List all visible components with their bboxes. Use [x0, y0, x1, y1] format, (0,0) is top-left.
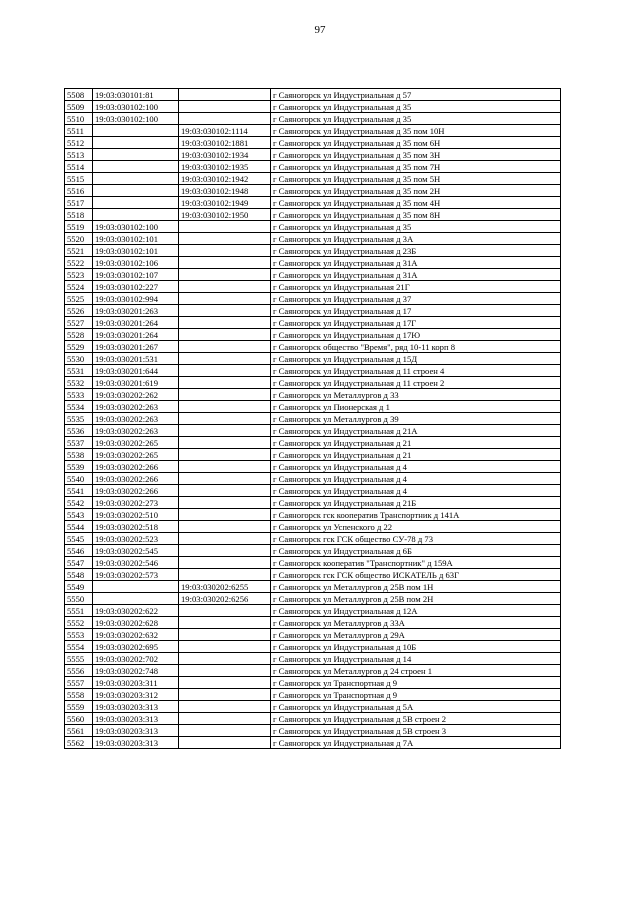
address-cell: г Саяногорск ул Транспортная д 9 — [271, 689, 561, 701]
address-cell: г Саяногорск ул Металлургов д 25В пом 1Н — [271, 581, 561, 593]
address-cell: г Саяногорск ул Индустриальная д 4 — [271, 485, 561, 497]
cadastral-number-cell — [93, 197, 179, 209]
cadastral-number-cell: 19:03:030202:622 — [93, 605, 179, 617]
sub-cadastral-number-cell — [179, 617, 271, 629]
cadastral-number-cell — [93, 137, 179, 149]
row-number-cell: 5545 — [65, 533, 93, 545]
cadastral-number-cell: 19:03:030203:313 — [93, 713, 179, 725]
row-number-cell: 5557 — [65, 677, 93, 689]
cadastral-number-cell: 19:03:030203:313 — [93, 701, 179, 713]
sub-cadastral-number-cell — [179, 473, 271, 485]
cadastral-number-cell — [93, 593, 179, 605]
sub-cadastral-number-cell: 19:03:030102:1935 — [179, 161, 271, 173]
address-cell: г Саяногорск ул Индустриальная д 21 — [271, 437, 561, 449]
table-row — [65, 101, 561, 113]
address-cell: г Саяногорск ул Металлургов д 25В пом 2Н — [271, 593, 561, 605]
address-cell: г Саяногорск ул Индустриальная д 21 — [271, 449, 561, 461]
address-cell: г Саяногорск ул Индустриальная д 35 пом 5Н — [271, 173, 561, 185]
address-cell: г Саяногорск ул Транспортная д 9 — [271, 677, 561, 689]
cadastral-number-cell: 19:03:030202:573 — [93, 569, 179, 581]
row-number-cell: 5535 — [65, 413, 93, 425]
table-row — [65, 389, 561, 401]
row-number-cell: 5533 — [65, 389, 93, 401]
cadastral-number-cell: 19:03:030203:312 — [93, 689, 179, 701]
table-row — [65, 521, 561, 533]
table-row — [65, 485, 561, 497]
sub-cadastral-number-cell — [179, 521, 271, 533]
table-row — [65, 185, 561, 197]
address-cell: г Саяногорск ул Пионерская д 1 — [271, 401, 561, 413]
table-row — [65, 677, 561, 689]
cadastral-number-cell: 19:03:030201:619 — [93, 377, 179, 389]
address-cell: г Саяногорск гск ГСК общество ИСКАТЕЛЬ д 63Г — [271, 569, 561, 581]
records-body — [65, 89, 561, 749]
cadastral-number-cell: 19:03:030102:101 — [93, 233, 179, 245]
row-number-cell: 5551 — [65, 605, 93, 617]
row-number-cell: 5552 — [65, 617, 93, 629]
sub-cadastral-number-cell — [179, 89, 271, 101]
row-number-cell: 5522 — [65, 257, 93, 269]
sub-cadastral-number-cell — [179, 281, 271, 293]
row-number-cell: 5512 — [65, 137, 93, 149]
address-cell: г Саяногорск ул Индустриальная д 14 — [271, 653, 561, 665]
table-row — [65, 173, 561, 185]
address-cell: г Саяногорск ул Индустриальная д 5А — [271, 701, 561, 713]
table-row — [65, 221, 561, 233]
table-row — [65, 557, 561, 569]
row-number-cell: 5532 — [65, 377, 93, 389]
cadastral-number-cell: 19:03:030201:264 — [93, 317, 179, 329]
row-number-cell: 5530 — [65, 353, 93, 365]
sub-cadastral-number-cell — [179, 425, 271, 437]
row-number-cell: 5537 — [65, 437, 93, 449]
address-cell: г Саяногорск ул Индустриальная д 35 — [271, 113, 561, 125]
row-number-cell: 5529 — [65, 341, 93, 353]
table-row — [65, 341, 561, 353]
cadastral-number-cell: 19:03:030202:748 — [93, 665, 179, 677]
table-row — [65, 593, 561, 605]
cadastral-number-cell: 19:03:030202:262 — [93, 389, 179, 401]
table-row — [65, 305, 561, 317]
row-number-cell: 5531 — [65, 365, 93, 377]
row-number-cell: 5550 — [65, 593, 93, 605]
address-cell: г Саяногорск общество "Время", ряд 10-11 корп 8 — [271, 341, 561, 353]
cadastral-number-cell: 19:03:030202:695 — [93, 641, 179, 653]
table-row — [65, 281, 561, 293]
table-row — [65, 509, 561, 521]
cadastral-number-cell: 19:03:030102:100 — [93, 221, 179, 233]
address-cell: г Саяногорск ул Успенского д 22 — [271, 521, 561, 533]
address-cell: г Саяногорск ул Индустриальная д 15Д — [271, 353, 561, 365]
address-cell: г Саяногорск ул Индустриальная д 35 пом 3Н — [271, 149, 561, 161]
sub-cadastral-number-cell: 19:03:030102:1942 — [179, 173, 271, 185]
address-cell: г Саяногорск ул Металлургов д 29А — [271, 629, 561, 641]
table-row — [65, 713, 561, 725]
address-cell: г Саяногорск ул Индустриальная 21Г — [271, 281, 561, 293]
cadastral-number-cell: 19:03:030202:266 — [93, 461, 179, 473]
table-row — [65, 161, 561, 173]
row-number-cell: 5544 — [65, 521, 93, 533]
sub-cadastral-number-cell: 19:03:030102:1950 — [179, 209, 271, 221]
table-row — [65, 125, 561, 137]
row-number-cell: 5528 — [65, 329, 93, 341]
sub-cadastral-number-cell — [179, 569, 271, 581]
table-row — [65, 365, 561, 377]
table-row — [65, 197, 561, 209]
cadastral-number-cell: 19:03:030102:101 — [93, 245, 179, 257]
table-row — [65, 581, 561, 593]
table-row — [65, 89, 561, 101]
sub-cadastral-number-cell: 19:03:030202:6256 — [179, 593, 271, 605]
row-number-cell: 5536 — [65, 425, 93, 437]
sub-cadastral-number-cell — [179, 293, 271, 305]
table-row — [65, 149, 561, 161]
table-row — [65, 137, 561, 149]
sub-cadastral-number-cell — [179, 677, 271, 689]
cadastral-number-cell: 19:03:030201:263 — [93, 305, 179, 317]
sub-cadastral-number-cell — [179, 533, 271, 545]
row-number-cell: 5525 — [65, 293, 93, 305]
cadastral-number-cell: 19:03:030202:632 — [93, 629, 179, 641]
sub-cadastral-number-cell — [179, 329, 271, 341]
table-row — [65, 209, 561, 221]
row-number-cell: 5518 — [65, 209, 93, 221]
cadastral-number-cell: 19:03:030102:100 — [93, 113, 179, 125]
sub-cadastral-number-cell — [179, 689, 271, 701]
row-number-cell: 5519 — [65, 221, 93, 233]
table-row — [65, 113, 561, 125]
sub-cadastral-number-cell — [179, 737, 271, 749]
address-cell: г Саяногорск ул Металлургов д 33 — [271, 389, 561, 401]
cadastral-number-cell: 19:03:030201:531 — [93, 353, 179, 365]
row-number-cell: 5521 — [65, 245, 93, 257]
address-cell: г Саяногорск ул Индустриальная д 3А — [271, 233, 561, 245]
table-row — [65, 245, 561, 257]
sub-cadastral-number-cell — [179, 353, 271, 365]
row-number-cell: 5510 — [65, 113, 93, 125]
address-cell: г Саяногорск гск кооператив Транспортник д 141А — [271, 509, 561, 521]
row-number-cell: 5539 — [65, 461, 93, 473]
row-number-cell: 5558 — [65, 689, 93, 701]
address-cell: г Саяногорск ул Индустриальная д 37 — [271, 293, 561, 305]
records-table — [64, 88, 561, 749]
row-number-cell: 5546 — [65, 545, 93, 557]
sub-cadastral-number-cell — [179, 485, 271, 497]
sub-cadastral-number-cell — [179, 629, 271, 641]
sub-cadastral-number-cell — [179, 245, 271, 257]
table-row — [65, 233, 561, 245]
row-number-cell: 5508 — [65, 89, 93, 101]
row-number-cell: 5559 — [65, 701, 93, 713]
row-number-cell: 5549 — [65, 581, 93, 593]
cadastral-number-cell: 19:03:030101:81 — [93, 89, 179, 101]
address-cell: г Саяногорск ул Индустриальная д 35 пом 10Н — [271, 125, 561, 137]
row-number-cell: 5555 — [65, 653, 93, 665]
row-number-cell: 5542 — [65, 497, 93, 509]
sub-cadastral-number-cell — [179, 725, 271, 737]
table-row — [65, 413, 561, 425]
address-cell: г Саяногорск кооператив "Транспортник" д 159А — [271, 557, 561, 569]
row-number-cell: 5523 — [65, 269, 93, 281]
cadastral-number-cell — [93, 185, 179, 197]
sub-cadastral-number-cell — [179, 545, 271, 557]
row-number-cell: 5554 — [65, 641, 93, 653]
row-number-cell: 5511 — [65, 125, 93, 137]
sub-cadastral-number-cell — [179, 665, 271, 677]
table-row — [65, 665, 561, 677]
address-cell: г Саяногорск ул Индустриальная д 57 — [271, 89, 561, 101]
row-number-cell: 5561 — [65, 725, 93, 737]
table-row — [65, 449, 561, 461]
address-cell: г Саяногорск ул Индустриальная д 35 пом 2Н — [271, 185, 561, 197]
cadastral-number-cell: 19:03:030202:266 — [93, 473, 179, 485]
sub-cadastral-number-cell: 19:03:030102:1949 — [179, 197, 271, 209]
row-number-cell: 5541 — [65, 485, 93, 497]
row-number-cell: 5553 — [65, 629, 93, 641]
sub-cadastral-number-cell — [179, 233, 271, 245]
table-row — [65, 569, 561, 581]
cadastral-number-cell: 19:03:030102:227 — [93, 281, 179, 293]
address-cell: г Саяногорск ул Индустриальная д 11 строен 4 — [271, 365, 561, 377]
sub-cadastral-number-cell — [179, 341, 271, 353]
sub-cadastral-number-cell — [179, 557, 271, 569]
table-row — [65, 461, 561, 473]
sub-cadastral-number-cell — [179, 701, 271, 713]
address-cell: г Саяногорск ул Индустриальная д 31А — [271, 257, 561, 269]
row-number-cell: 5516 — [65, 185, 93, 197]
sub-cadastral-number-cell — [179, 365, 271, 377]
row-number-cell: 5534 — [65, 401, 93, 413]
cadastral-number-cell: 19:03:030202:263 — [93, 401, 179, 413]
row-number-cell: 5509 — [65, 101, 93, 113]
address-cell: г Саяногорск ул Металлургов д 24 строен 1 — [271, 665, 561, 677]
sub-cadastral-number-cell — [179, 449, 271, 461]
sub-cadastral-number-cell — [179, 437, 271, 449]
cadastral-number-cell: 19:03:030201:644 — [93, 365, 179, 377]
page-number: 97 — [314, 24, 326, 36]
address-cell: г Саяногорск ул Индустриальная д 6Б — [271, 545, 561, 557]
table-row — [65, 257, 561, 269]
table-row — [65, 353, 561, 365]
cadastral-number-cell: 19:03:030102:106 — [93, 257, 179, 269]
address-cell: г Саяногорск ул Индустриальная д 35 — [271, 101, 561, 113]
row-number-cell: 5527 — [65, 317, 93, 329]
sub-cadastral-number-cell — [179, 605, 271, 617]
cadastral-number-cell: 19:03:030102:100 — [93, 101, 179, 113]
cadastral-number-cell: 19:03:030102:994 — [93, 293, 179, 305]
row-number-cell: 5556 — [65, 665, 93, 677]
sub-cadastral-number-cell — [179, 113, 271, 125]
sub-cadastral-number-cell: 19:03:030102:1948 — [179, 185, 271, 197]
table-row — [65, 293, 561, 305]
sub-cadastral-number-cell — [179, 257, 271, 269]
row-number-cell: 5514 — [65, 161, 93, 173]
sub-cadastral-number-cell — [179, 221, 271, 233]
sub-cadastral-number-cell — [179, 101, 271, 113]
table-row — [65, 377, 561, 389]
table-row — [65, 605, 561, 617]
address-cell: г Саяногорск ул Индустриальная д 31А — [271, 269, 561, 281]
cadastral-number-cell — [93, 581, 179, 593]
row-number-cell: 5548 — [65, 569, 93, 581]
row-number-cell: 5517 — [65, 197, 93, 209]
sub-cadastral-number-cell — [179, 377, 271, 389]
cadastral-number-cell: 19:03:030203:313 — [93, 725, 179, 737]
table-row — [65, 629, 561, 641]
cadastral-number-cell — [93, 149, 179, 161]
cadastral-number-cell: 19:03:030202:702 — [93, 653, 179, 665]
cadastral-number-cell: 19:03:030202:266 — [93, 485, 179, 497]
sub-cadastral-number-cell — [179, 461, 271, 473]
address-cell: г Саяногорск ул Индустриальная д 11 строен 2 — [271, 377, 561, 389]
cadastral-number-cell: 19:03:030202:628 — [93, 617, 179, 629]
address-cell: г Саяногорск ул Металлургов д 39 — [271, 413, 561, 425]
row-number-cell: 5526 — [65, 305, 93, 317]
table-row — [65, 473, 561, 485]
table-row — [65, 737, 561, 749]
cadastral-number-cell: 19:03:030202:265 — [93, 449, 179, 461]
table-row — [65, 533, 561, 545]
address-cell: г Саяногорск ул Индустриальная д 5В строен 3 — [271, 725, 561, 737]
cadastral-number-cell: 19:03:030202:263 — [93, 425, 179, 437]
cadastral-number-cell: 19:03:030201:267 — [93, 341, 179, 353]
row-number-cell: 5524 — [65, 281, 93, 293]
address-cell: г Саяногорск ул Металлургов д 33А — [271, 617, 561, 629]
cadastral-number-cell — [93, 125, 179, 137]
address-cell: г Саяногорск ул Индустриальная д 17 — [271, 305, 561, 317]
table-row — [65, 641, 561, 653]
table-row — [65, 317, 561, 329]
table-row — [65, 545, 561, 557]
table-row — [65, 497, 561, 509]
row-number-cell: 5547 — [65, 557, 93, 569]
cadastral-number-cell: 19:03:030202:518 — [93, 521, 179, 533]
address-cell: г Саяногорск ул Индустриальная д 17Ю — [271, 329, 561, 341]
sub-cadastral-number-cell — [179, 317, 271, 329]
address-cell: г Саяногорск ул Индустриальная д 4 — [271, 473, 561, 485]
cadastral-number-cell: 19:03:030202:263 — [93, 413, 179, 425]
address-cell: г Саяногорск ул Индустриальная д 12А — [271, 605, 561, 617]
table-row — [65, 437, 561, 449]
address-cell: г Саяногорск ул Индустриальная д 35 пом 4Н — [271, 197, 561, 209]
address-cell: г Саяногорск ул Индустриальная д 4 — [271, 461, 561, 473]
table-row — [65, 653, 561, 665]
table-row — [65, 617, 561, 629]
cadastral-number-cell: 19:03:030201:264 — [93, 329, 179, 341]
table-row — [65, 329, 561, 341]
cadastral-number-cell: 19:03:030202:265 — [93, 437, 179, 449]
sub-cadastral-number-cell — [179, 269, 271, 281]
address-cell: г Саяногорск ул Индустриальная д 35 пом 8Н — [271, 209, 561, 221]
row-number-cell: 5538 — [65, 449, 93, 461]
address-cell: г Саяногорск ул Индустриальная д 10Б — [271, 641, 561, 653]
address-cell: г Саяногорск ул Индустриальная д 5В строен 2 — [271, 713, 561, 725]
row-number-cell: 5513 — [65, 149, 93, 161]
cadastral-number-cell: 19:03:030202:273 — [93, 497, 179, 509]
sub-cadastral-number-cell — [179, 401, 271, 413]
cadastral-number-cell: 19:03:030202:523 — [93, 533, 179, 545]
address-cell: г Саяногорск ул Индустриальная д 21Б — [271, 497, 561, 509]
row-number-cell: 5520 — [65, 233, 93, 245]
table-row — [65, 689, 561, 701]
cadastral-number-cell: 19:03:030203:313 — [93, 737, 179, 749]
cadastral-number-cell: 19:03:030202:545 — [93, 545, 179, 557]
row-number-cell: 5543 — [65, 509, 93, 521]
sub-cadastral-number-cell — [179, 497, 271, 509]
row-number-cell: 5562 — [65, 737, 93, 749]
cadastral-number-cell: 19:03:030202:510 — [93, 509, 179, 521]
sub-cadastral-number-cell — [179, 653, 271, 665]
cadastral-number-cell — [93, 161, 179, 173]
table-row — [65, 725, 561, 737]
address-cell: г Саяногорск ул Индустриальная д 35 — [271, 221, 561, 233]
row-number-cell: 5560 — [65, 713, 93, 725]
address-cell: г Саяногорск ул Индустриальная д 21А — [271, 425, 561, 437]
row-number-cell: 5515 — [65, 173, 93, 185]
sub-cadastral-number-cell — [179, 641, 271, 653]
row-number-cell: 5540 — [65, 473, 93, 485]
sub-cadastral-number-cell — [179, 509, 271, 521]
sub-cadastral-number-cell: 19:03:030102:1934 — [179, 149, 271, 161]
sub-cadastral-number-cell: 19:03:030102:1881 — [179, 137, 271, 149]
sub-cadastral-number-cell: 19:03:030102:1114 — [179, 125, 271, 137]
sub-cadastral-number-cell: 19:03:030202:6255 — [179, 581, 271, 593]
sub-cadastral-number-cell — [179, 413, 271, 425]
table-row — [65, 269, 561, 281]
table-row — [65, 401, 561, 413]
table-row — [65, 425, 561, 437]
table-row — [65, 701, 561, 713]
sub-cadastral-number-cell — [179, 713, 271, 725]
cadastral-number-cell: 19:03:030202:546 — [93, 557, 179, 569]
address-cell: г Саяногорск гск ГСК общество СУ-78 д 73 — [271, 533, 561, 545]
address-cell: г Саяногорск ул Индустриальная д 35 пом 7Н — [271, 161, 561, 173]
cadastral-number-cell — [93, 173, 179, 185]
cadastral-number-cell: 19:03:030102:107 — [93, 269, 179, 281]
sub-cadastral-number-cell — [179, 305, 271, 317]
address-cell: г Саяногорск ул Индустриальная д 35 пом 6Н — [271, 137, 561, 149]
cadastral-number-cell: 19:03:030203:311 — [93, 677, 179, 689]
address-cell: г Саяногорск ул Индустриальная д 17Г — [271, 317, 561, 329]
sub-cadastral-number-cell — [179, 389, 271, 401]
address-cell: г Саяногорск ул Индустриальная д 7А — [271, 737, 561, 749]
cadastral-number-cell — [93, 209, 179, 221]
address-cell: г Саяногорск ул Индустриальная д 23Б — [271, 245, 561, 257]
